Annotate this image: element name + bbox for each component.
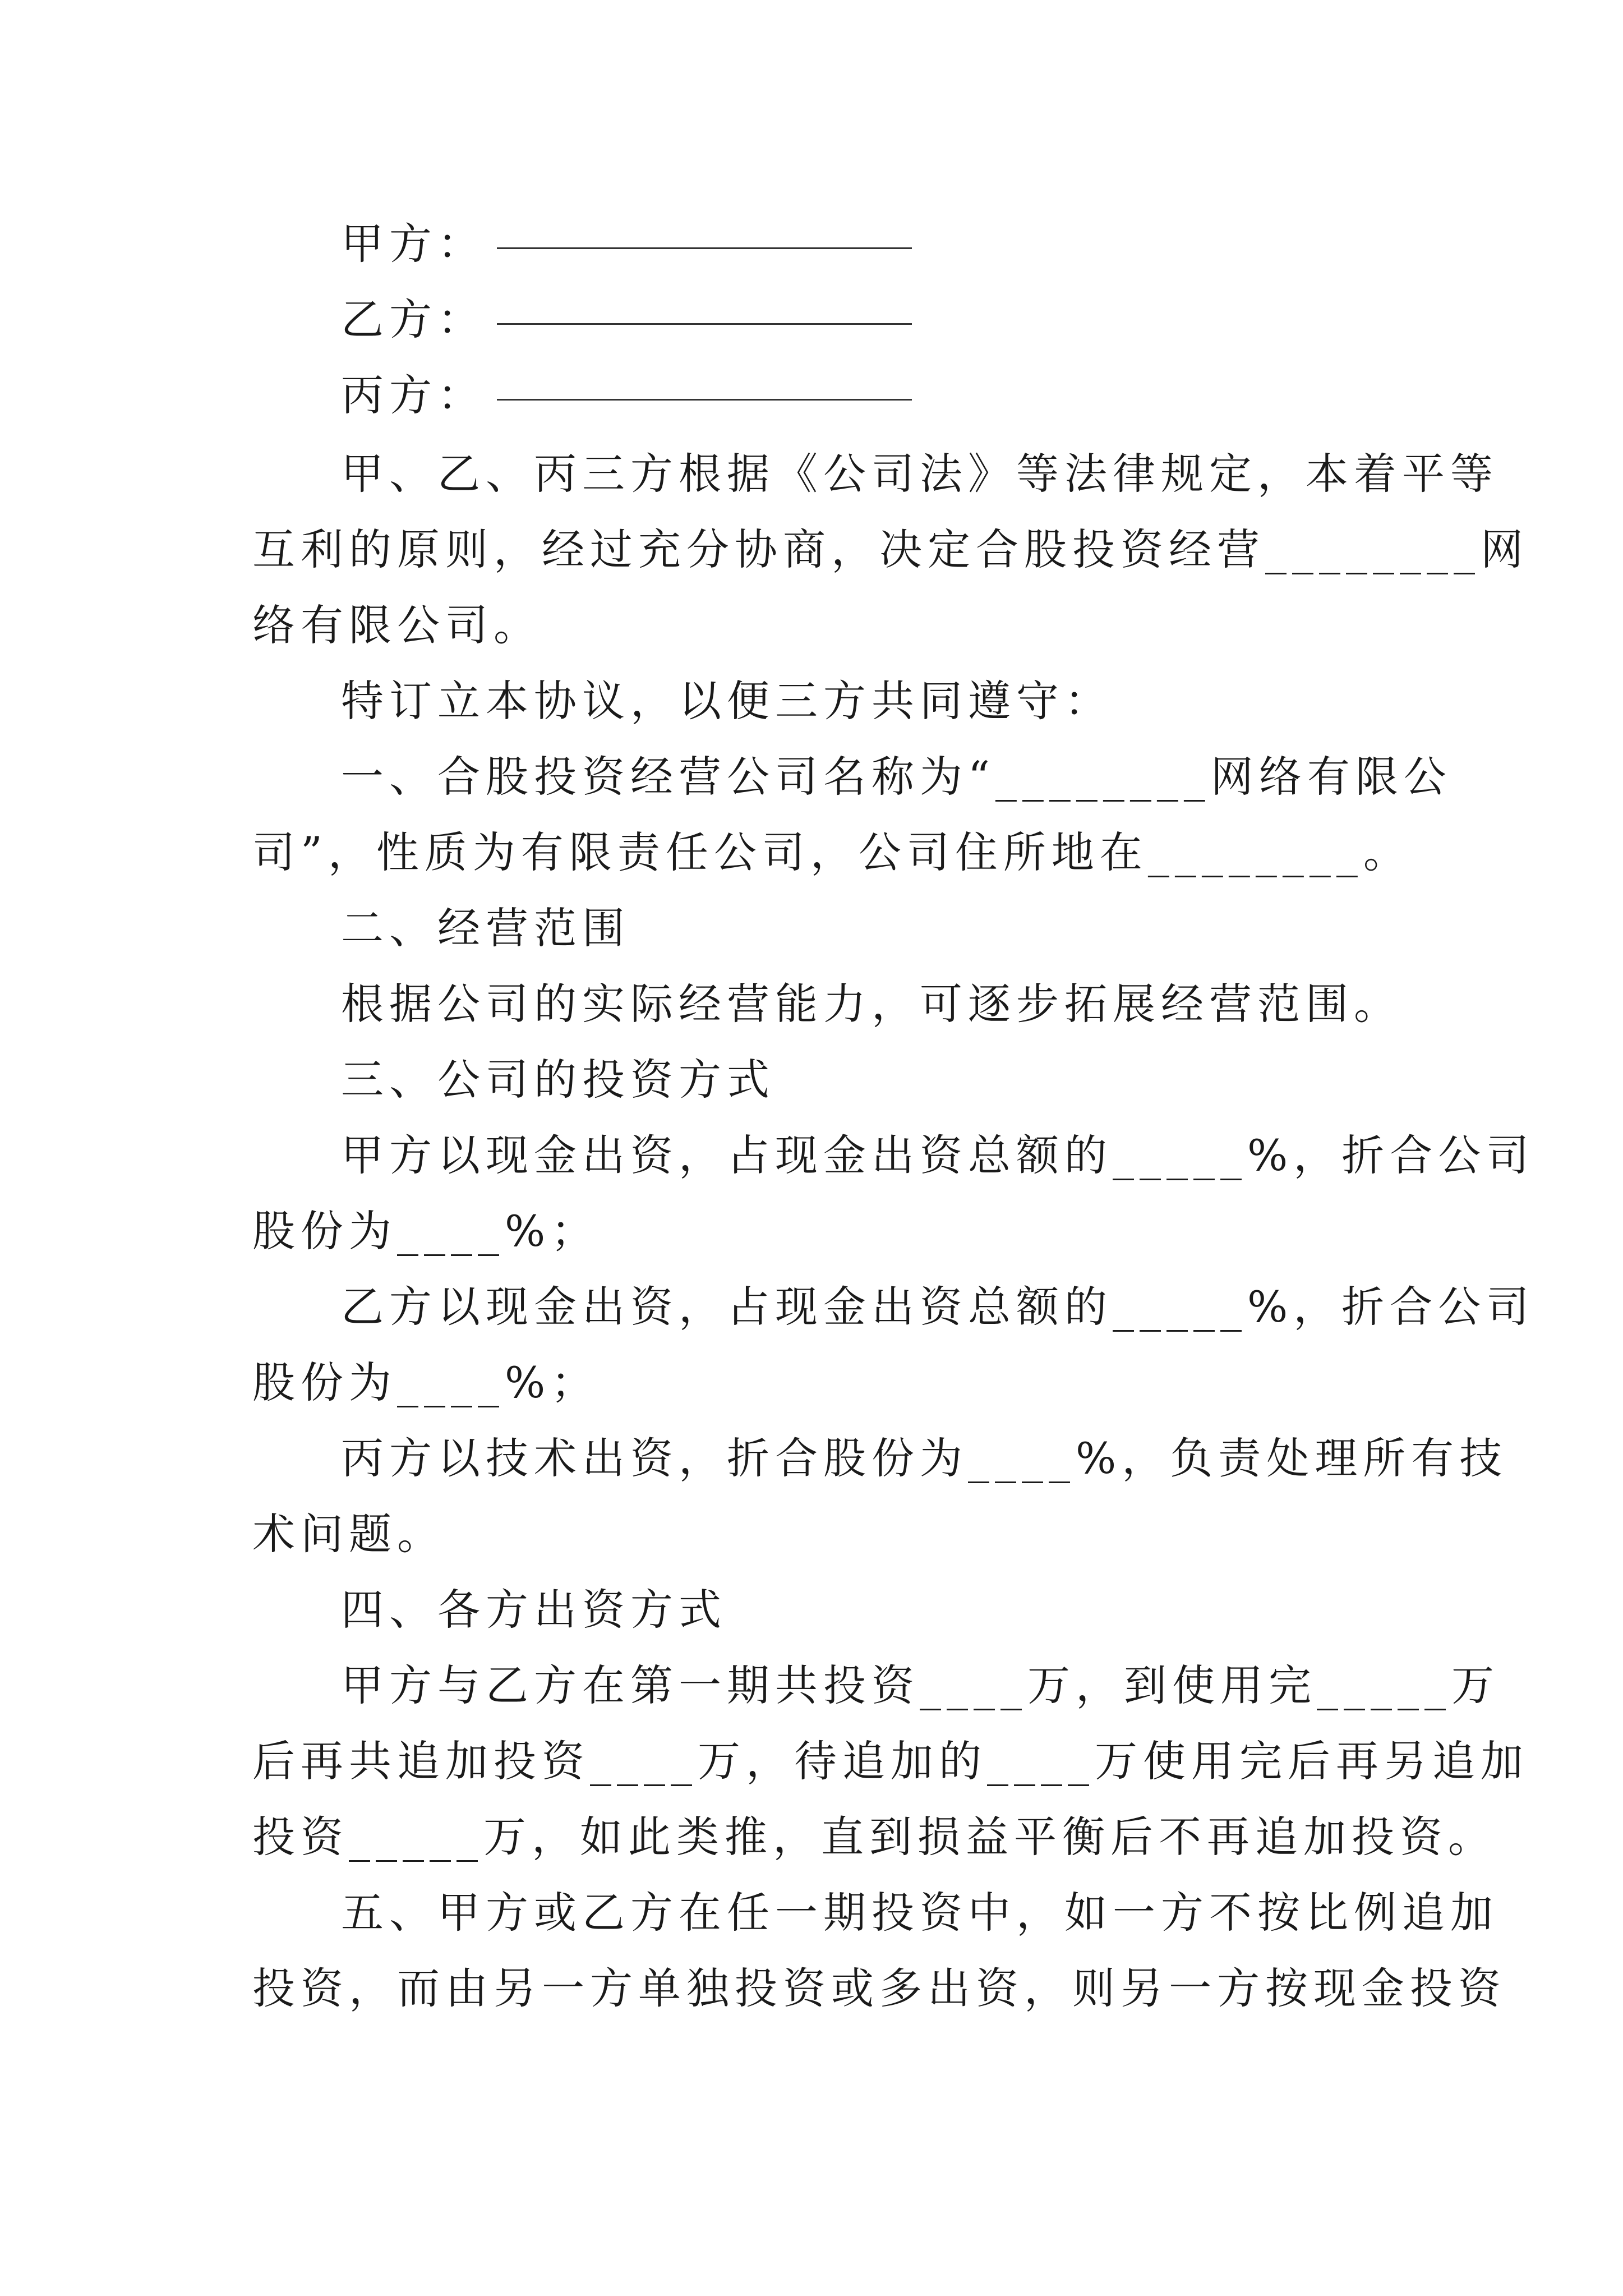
text-line: 乙方以现金出资，占现金出资总额的_____%，折合公司: [341, 1282, 1535, 1332]
clause-2-heading: 二、经营范围: [341, 903, 630, 953]
text-line: 投资，而由另一方单独投资或多出资，则另一方按现金投资: [252, 1963, 1506, 2013]
text-line: 后再共追加投资____万，待追加的____万使用完后再另追加: [252, 1736, 1529, 1786]
party-c-line: [341, 367, 1468, 424]
party-b-blank: [497, 322, 912, 325]
text-line: 络有限公司。: [252, 600, 542, 650]
text-line: 甲方以现金出资，占现金出资总额的_____%，折合公司: [341, 1130, 1535, 1180]
text-line: 丙方以技术出资，折合股份为____%，负责处理所有技: [341, 1433, 1508, 1483]
clause-1-line: 一、合股投资经营公司名称为“________网络有限公: [341, 752, 1452, 802]
text-line: 股份为____%；: [252, 1206, 600, 1256]
clause-5-line: 五、甲方或乙方在任一期投资中，如一方不按比例追加: [341, 1888, 1498, 1938]
party-a-line: [341, 216, 1468, 272]
text-line: 甲方与乙方在第一期共投资____万，到使用完_____万: [341, 1660, 1500, 1710]
text-line: 甲、乙、丙三方根据《公司法》等法律规定，本着平等: [341, 449, 1498, 499]
party-b-line: [341, 292, 1468, 348]
text-line: 股份为____%；: [252, 1358, 600, 1407]
party-b-label: 乙方：: [341, 295, 486, 344]
party-a-blank: [497, 246, 912, 249]
text-line: 互利的原则，经过充分协商，决定合股投资经营________网: [252, 524, 1529, 574]
party-c-label: 丙方：: [341, 370, 486, 420]
clause-3-heading: 三、公司的投资方式: [341, 1055, 775, 1105]
party-c-blank: [497, 398, 912, 401]
text-line: 投资_____万，如此类推，直到损益平衡后不再追加投资。: [252, 1812, 1496, 1862]
text-line: 特订立本协议，以便三方共同遵守：: [341, 676, 1113, 726]
clause-4-heading: 四、各方出资方式: [341, 1585, 727, 1635]
text-line: 术问题。: [252, 1509, 445, 1559]
text-line: 根据公司的实际经营能力，可逐步拓展经营范围。: [341, 979, 1402, 1029]
party-a-label: 甲方：: [341, 219, 486, 269]
text-line: 司”，性质为有限责任公司，公司住所地在________。: [252, 827, 1412, 877]
